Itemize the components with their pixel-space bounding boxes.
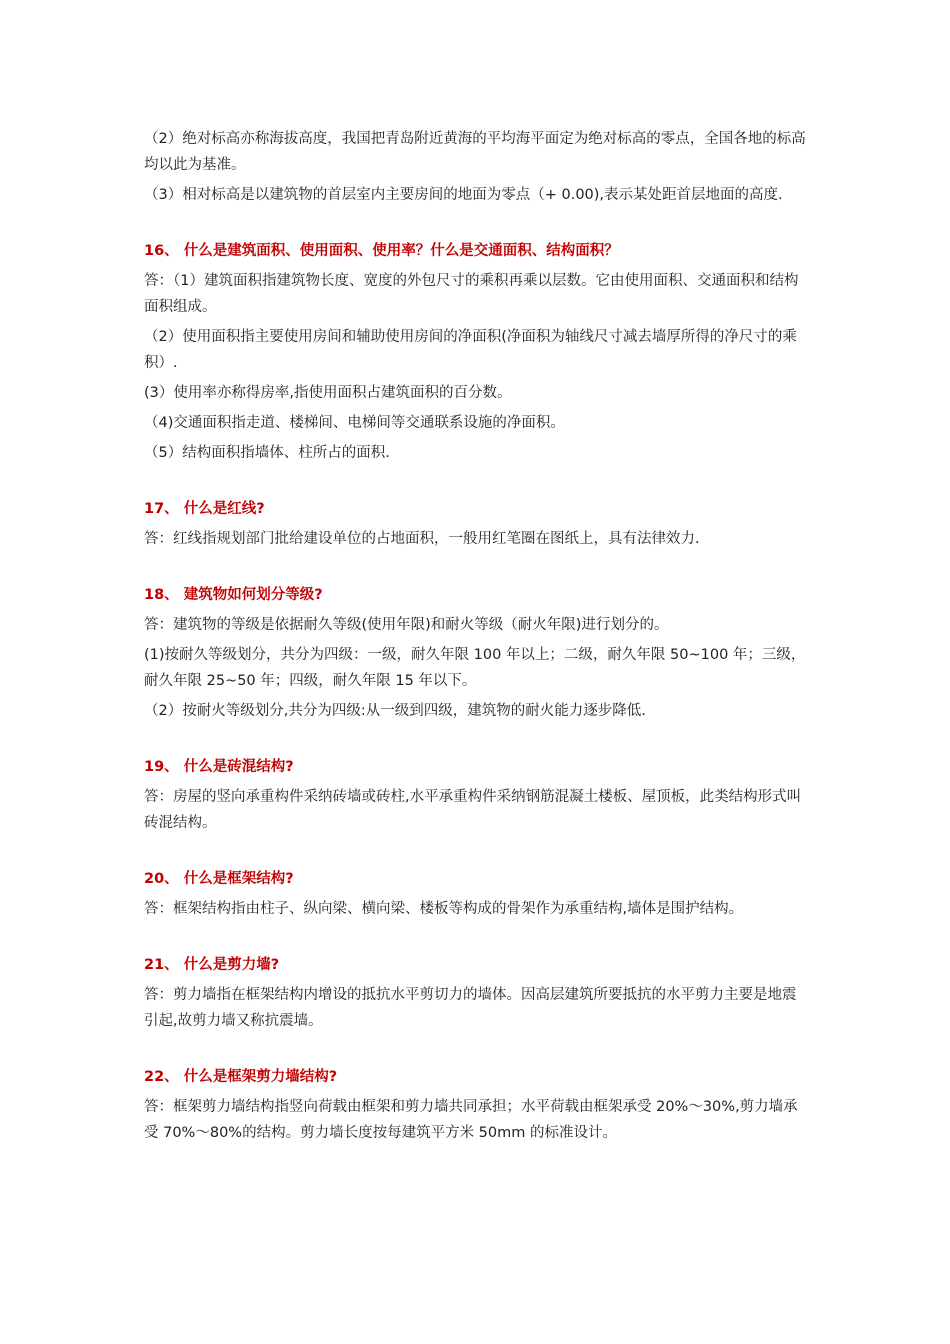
answer-paragraph: 答：房屋的竖向承重构件采纳砖墙或砖柱,水平承重构件采纳钢筋混凝土楼板、屋顶板，此类结构形式叫砖混结构。 xyxy=(144,789,802,831)
intro-paragraph-2: （3）相对标高是以建筑物的首层室内主要房间的地面为零点（+ 0.00),表示某处距首层地面的高度. xyxy=(144,187,783,203)
answer-paragraph: 答：剪力墙指在框架结构内增设的抵抗水平剪切力的墙体。因高层建筑所要抵抗的水平剪力主要是地震引起,故剪力墙又称抗震墙。 xyxy=(144,987,797,1029)
question-heading: 17、 什么是红线? xyxy=(144,501,265,517)
question-heading: 18、 建筑物如何划分等级? xyxy=(144,587,323,603)
section-21 xyxy=(144,952,809,1034)
answer-paragraph: （4)交通面积指走道、楼梯间、电梯间等交通联系设施的净面积。 xyxy=(144,415,565,431)
section-17 xyxy=(144,496,809,552)
section-18 xyxy=(144,582,809,724)
answer-paragraph: （2）使用面积指主要使用房间和辅助使用房间的净面积(净面积为轴线尺寸减去墙厚所得的净尺寸的乘积）. xyxy=(144,329,797,371)
answer-paragraph: (3）使用率亦称得房率,指使用面积占建筑面积的百分数。 xyxy=(144,385,512,401)
answer-paragraph: (1)按耐久等级划分，共分为四级：一级，耐久年限 100 年以上；二级，耐久年限 50~100 年；三级，耐久年限 25~50 年；四级，耐久年限 15 年以下。 xyxy=(144,647,806,689)
answer-paragraph: 答：红线指规划部门批给建设单位的占地面积，一般用红笔圈在图纸上，具有法律效力. xyxy=(144,531,700,547)
answer-paragraph: （5）结构面积指墙体、柱所占的面积. xyxy=(144,445,390,461)
document-page xyxy=(144,126,809,1150)
question-heading: 20、 什么是框架结构? xyxy=(144,871,294,887)
answer-paragraph: （2）按耐火等级划分,共分为四级:从一级到四级，建筑物的耐火能力逐步降低. xyxy=(144,703,646,719)
intro-block xyxy=(144,126,809,208)
question-heading: 21、 什么是剪力墙? xyxy=(144,957,280,973)
section-22 xyxy=(144,1064,809,1146)
answer-paragraph: 答：框架剪力墙结构指竖向荷载由框架和剪力墙共同承担；水平荷载由框架承受 20%～30%,剪力墙承受 70%～80%的结构。剪力墙长度按每建筑平方米 50mm 的标准设计。 xyxy=(144,1099,798,1141)
question-heading: 19、 什么是砖混结构? xyxy=(144,759,294,775)
answer-paragraph: 答：框架结构指由柱子、纵向梁、横向梁、楼板等构成的骨架作为承重结构,墙体是围护结构。 xyxy=(144,901,744,917)
answer-paragraph: 答：建筑物的等级是依据耐久等级(使用年限)和耐火等级（耐火年限)进行划分的。 xyxy=(144,617,669,633)
question-heading: 22、 什么是框架剪力墙结构? xyxy=(144,1069,338,1085)
section-20 xyxy=(144,866,809,922)
intro-paragraph-1: （2）绝对标高亦称海拔高度，我国把青岛附近黄海的平均海平面定为绝对标高的零点，全国各地的标高均以此为基准。 xyxy=(144,131,806,173)
question-heading: 16、 什么是建筑面积、使用面积、使用率？什么是交通面积、结构面积？ xyxy=(144,243,619,259)
section-16 xyxy=(144,238,809,466)
answer-paragraph: 答：（1）建筑面积指建筑物长度、宽度的外包尺寸的乘积再乘以层数。它由使用面积、交通面积和结构面积组成。 xyxy=(144,273,799,315)
section-19 xyxy=(144,754,809,836)
